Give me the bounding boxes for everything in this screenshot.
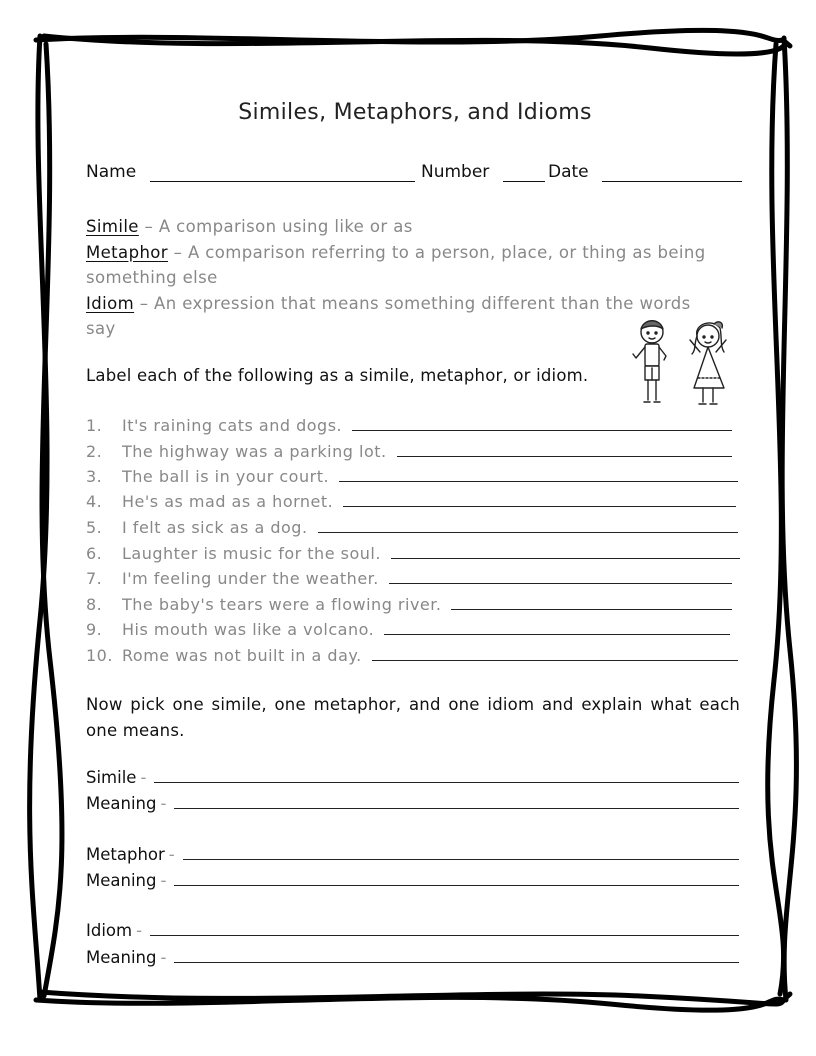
kids-clipart-illustration (628, 316, 734, 410)
instruction-label-items: Label each of the following as a simile, metaphor, or idiom. (86, 366, 589, 385)
answer-line[interactable] (372, 659, 738, 661)
response-line[interactable] (174, 885, 739, 886)
list-item: 7. I'm feeling under the weather. (86, 566, 732, 588)
term-simile: Simile (86, 217, 139, 236)
answer-line[interactable] (339, 480, 738, 482)
answer-line[interactable] (389, 582, 732, 584)
response-row-metaphor: Metaphor - (86, 842, 739, 864)
date-label: Date (548, 162, 589, 182)
name-blank[interactable] (150, 163, 415, 182)
response-row-meaning: Meaning - (86, 868, 739, 890)
list-item: 1. It's raining cats and dogs. (86, 413, 732, 435)
definition-metaphor: Metaphor – A comparison referring to a person, place, or thing as being (86, 242, 706, 262)
list-item: 4. He's as mad as a hornet. (86, 489, 736, 511)
term-idiom: Idiom (86, 293, 135, 313)
answer-line[interactable] (391, 557, 740, 559)
definition-idiom-cont: say (86, 319, 116, 338)
answer-line[interactable] (343, 505, 736, 507)
list-item: 2. The highway was a parking lot. (86, 439, 732, 461)
answer-line[interactable] (384, 633, 730, 635)
response-line[interactable] (174, 962, 739, 963)
response-row-meaning: Meaning - (86, 945, 739, 967)
page-title: Similes, Metaphors, and Idioms (238, 100, 592, 125)
list-item: 6. Laughter is music for the soul. (86, 541, 740, 563)
date-blank[interactable] (602, 163, 742, 182)
response-line[interactable] (183, 859, 739, 860)
response-line[interactable] (150, 935, 739, 936)
answer-line[interactable] (318, 531, 738, 533)
name-label: Name (86, 162, 137, 182)
response-line[interactable] (154, 782, 739, 783)
definition-simile: Simile – A comparison using like or as (86, 217, 413, 236)
definition-idiom: Idiom – An expression that means something different than the words (86, 293, 691, 313)
number-field-row (421, 162, 545, 182)
answer-line[interactable] (397, 455, 732, 457)
number-blank[interactable] (503, 163, 545, 182)
answer-line[interactable] (352, 429, 732, 431)
response-row-meaning: Meaning - (86, 791, 739, 813)
response-row-simile: Simile - (86, 765, 739, 787)
instruction-explain: Now pick one simile, one metaphor, and one idiom and explain what each one means. (86, 695, 740, 740)
response-row-idiom: Idiom - (86, 918, 739, 940)
list-item: 10. Rome was not built in a day. (86, 643, 738, 665)
list-item: 8. The baby's tears were a flowing river. (86, 592, 732, 614)
date-field-row (548, 162, 742, 182)
name-field-row (86, 162, 415, 182)
definition-metaphor-cont: something else (86, 268, 218, 287)
answer-line[interactable] (451, 608, 732, 610)
list-item: 9. His mouth was like a volcano. (86, 617, 730, 639)
number-label: Number (421, 162, 490, 182)
response-line[interactable] (174, 808, 739, 809)
list-item: 3. The ball is in your court. (86, 464, 738, 486)
term-metaphor: Metaphor (86, 242, 168, 262)
list-item: 5. I felt as sick as a dog. (86, 515, 738, 537)
